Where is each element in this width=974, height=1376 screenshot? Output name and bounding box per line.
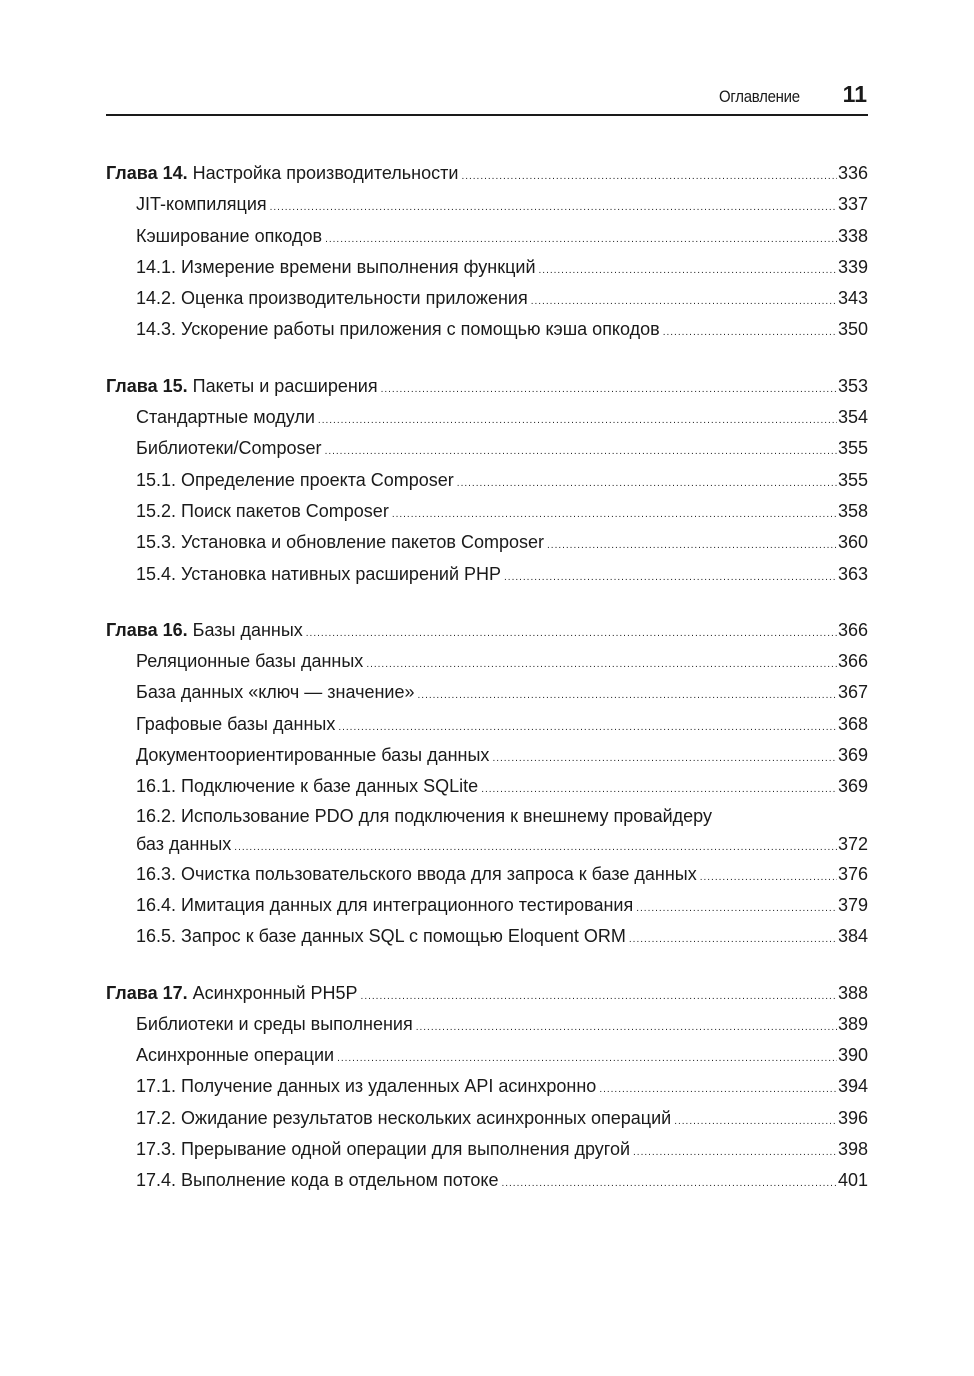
toc-entry[interactable] <box>106 859 868 890</box>
dot-leader <box>392 499 837 527</box>
toc-entry[interactable] <box>106 1071 868 1102</box>
dot-leader <box>366 649 837 677</box>
toc-entry[interactable] <box>106 677 868 708</box>
page-ref: 358 <box>837 500 868 521</box>
toc-entry[interactable] <box>106 189 868 220</box>
page-ref: 379 <box>837 894 868 915</box>
chapter-prefix: Глава 16. <box>106 619 188 640</box>
entry-title: 14.1. Измерение времени выполнения функций <box>136 256 536 277</box>
toc-entry[interactable] <box>106 1165 868 1196</box>
dot-leader <box>547 530 837 558</box>
entry-title: 17.4. Выполнение кода в отдельном потоке <box>136 1170 499 1191</box>
chapter-prefix: Глава 14. <box>106 163 188 183</box>
toc-entry[interactable] <box>106 709 868 740</box>
entry-title: 16.4. Имитация данных для интеграционного тестирования <box>136 894 634 915</box>
toc-entry[interactable] <box>106 1103 868 1134</box>
page-ref: 337 <box>837 194 868 215</box>
dot-leader <box>531 286 837 314</box>
entry-title: Асинхронные операции <box>136 1045 335 1066</box>
page-number: 11 <box>842 81 867 107</box>
page-ref: 372 <box>837 833 868 854</box>
chapter-prefix: Глава 17. <box>106 982 188 1003</box>
toc-entry[interactable] <box>106 496 868 527</box>
chapter-heading[interactable] <box>106 615 868 646</box>
toc-entry[interactable] <box>106 283 868 314</box>
chapter-heading[interactable] <box>106 978 868 1009</box>
toc-entry[interactable] <box>106 1134 868 1165</box>
entry-title: Кэширование опкодов <box>136 225 323 246</box>
entry-title: 17.1. Получение данных из удаленных API асинхронно <box>136 1076 597 1097</box>
entry-title: 15.3. Установка и обновление пакетов Composer <box>136 532 545 553</box>
page-ref: 389 <box>837 1013 868 1034</box>
dot-leader <box>663 317 837 345</box>
dot-leader <box>418 680 837 708</box>
page-ref: 369 <box>837 776 868 797</box>
toc-entry[interactable] <box>106 527 868 558</box>
page-ref: 376 <box>837 863 868 884</box>
entry-title: Стандартные модули <box>136 407 315 428</box>
dot-leader <box>501 1168 836 1196</box>
page-ref: 368 <box>837 713 868 734</box>
running-header-title: Оглавление <box>719 87 800 106</box>
page-ref: 354 <box>837 407 868 428</box>
dot-leader <box>481 774 837 802</box>
dot-leader <box>270 192 837 220</box>
dot-leader <box>457 468 837 496</box>
chapter-15 <box>106 371 868 590</box>
dot-leader <box>338 712 837 740</box>
chapter-prefix: Глава 15. <box>106 375 188 396</box>
page-ref: 388 <box>837 982 868 1003</box>
page-ref: 396 <box>837 1107 868 1128</box>
chapter-title: Настройка производительности <box>187 163 459 183</box>
toc-entry[interactable] <box>106 465 868 496</box>
dot-leader <box>306 618 837 646</box>
toc-entry[interactable] <box>106 433 868 464</box>
dot-leader <box>416 1012 837 1040</box>
page-ref: 355 <box>837 469 868 490</box>
entry-title: 16.5. Запрос к базе данных SQL с помощью Eloquent ORM <box>136 926 626 947</box>
toc-entry-continuation[interactable] <box>106 829 868 859</box>
table-of-contents <box>106 158 868 1222</box>
page-ref: 369 <box>837 745 868 766</box>
page-ref: 363 <box>837 563 868 584</box>
entry-title: Библиотеки/Composer <box>136 438 322 459</box>
dot-leader <box>636 893 837 921</box>
page-ref: 401 <box>837 1170 868 1191</box>
dot-leader <box>700 862 837 890</box>
entry-title: Реляционные базы данных <box>136 651 364 672</box>
toc-entry[interactable] <box>106 890 868 921</box>
page-ref: 353 <box>837 375 868 396</box>
dot-leader <box>381 374 837 402</box>
toc-entry[interactable] <box>106 252 868 283</box>
toc-entry-wrapped-line[interactable]: 16.2. Использование PDO для подключения к внешнему провайдеру <box>136 805 712 826</box>
toc-entry[interactable] <box>106 221 868 252</box>
chapter-17 <box>106 978 868 1197</box>
toc-entry[interactable] <box>106 921 868 952</box>
page-ref: 366 <box>837 651 868 672</box>
page-ref: 367 <box>837 682 868 703</box>
entry-title: Документоориентированные базы данных <box>136 745 490 766</box>
page-ref: 350 <box>837 319 868 340</box>
toc-entry[interactable] <box>106 646 868 677</box>
dot-leader <box>504 562 837 590</box>
page-ref: 384 <box>837 926 868 947</box>
chapter-heading[interactable] <box>106 371 868 402</box>
entry-title: Библиотеки и среды выполнения <box>136 1013 413 1034</box>
toc-entry[interactable] <box>106 559 868 590</box>
page-ref: 338 <box>837 225 868 246</box>
entry-title: 17.3. Прерывание одной операции для выполнения другой <box>136 1139 631 1160</box>
toc-entry[interactable] <box>106 1040 868 1071</box>
chapter-title: Пакеты и расширения <box>187 375 378 396</box>
dot-leader <box>539 255 837 283</box>
entry-title: База данных «ключ — значение» <box>136 682 415 703</box>
page-ref: 366 <box>837 619 868 640</box>
page-ref: 390 <box>837 1045 868 1066</box>
dot-leader <box>234 833 837 859</box>
dot-leader <box>599 1074 837 1102</box>
chapter-heading[interactable] <box>106 158 868 189</box>
dot-leader <box>325 224 837 252</box>
entry-title: 17.2. Ожидание результатов нескольких асинхронных операций <box>136 1107 672 1128</box>
toc-entry[interactable] <box>106 1009 868 1040</box>
page-ref: 394 <box>837 1076 868 1097</box>
toc-entry[interactable] <box>106 402 868 433</box>
running-header <box>106 80 868 116</box>
page-ref: 360 <box>837 532 868 553</box>
dot-leader <box>318 405 837 433</box>
entry-title: 14.2. Оценка производительности приложения <box>136 288 528 309</box>
chapter-14 <box>106 158 868 346</box>
entry-title: 15.2. Поиск пакетов Composer <box>136 500 389 521</box>
page-ref: 343 <box>837 288 868 309</box>
page-ref: 398 <box>837 1139 868 1160</box>
entry-title: JIT-компиляция <box>136 194 267 215</box>
page-ref: 336 <box>837 163 868 183</box>
dot-leader <box>461 161 837 189</box>
toc-entry[interactable] <box>106 771 868 802</box>
page-ref: 339 <box>837 256 868 277</box>
toc-entry[interactable] <box>106 740 868 771</box>
toc-entry[interactable] <box>106 314 868 345</box>
chapter-title: Базы данных <box>187 619 303 640</box>
chapter-title: Асинхронный PH5P <box>187 982 358 1003</box>
dot-leader <box>629 924 837 952</box>
page-ref: 355 <box>837 438 868 459</box>
chapter-16 <box>106 615 868 953</box>
entry-title-continuation: баз данных <box>136 833 232 854</box>
entry-title: 14.3. Ускорение работы приложения с помощью кэша опкодов <box>136 319 660 340</box>
dot-leader <box>674 1106 837 1134</box>
dot-leader <box>325 436 837 464</box>
dot-leader <box>361 981 837 1009</box>
entry-title: 16.3. Очистка пользовательского ввода для запроса к базе данных <box>136 863 697 884</box>
entry-title: Графовые базы данных <box>136 713 336 734</box>
dot-leader <box>633 1137 837 1165</box>
dot-leader <box>337 1043 837 1071</box>
entry-title: 15.1. Определение проекта Composer <box>136 469 454 490</box>
dot-leader <box>492 743 837 771</box>
entry-title: 16.1. Подключение к базе данных SQLite <box>136 776 479 797</box>
entry-title: 15.4. Установка нативных расширений PHP <box>136 563 502 584</box>
